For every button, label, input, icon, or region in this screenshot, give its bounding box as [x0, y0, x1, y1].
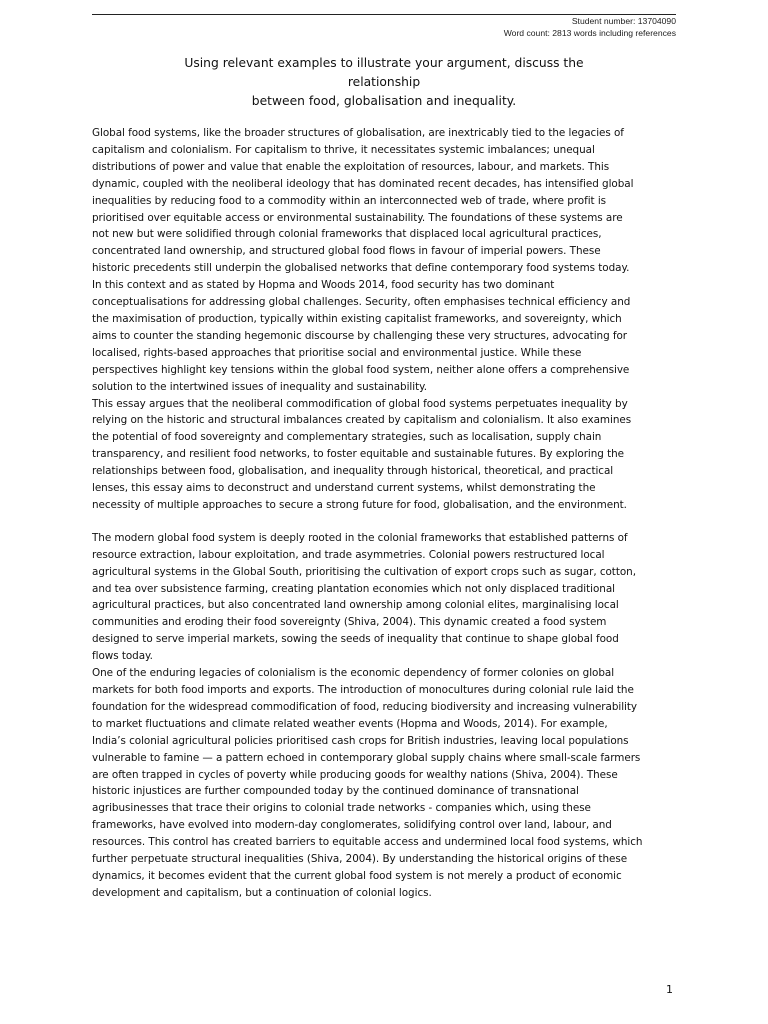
paragraph-line: agribusinesses that trace their origins to colonial trade networks - companies which, using these — [92, 802, 591, 815]
paragraph-line: historic injustices are further compounded today by the continued dominance of transnational — [92, 785, 579, 798]
paragraph-line: further perpetuate structural inequalities (Shiva, 2004). By understanding the historical origins of these — [92, 853, 628, 866]
paragraph-line: capitalism and colonialism. For capitalism to thrive, it necessitates systemic imbalances; unequal — [92, 143, 595, 156]
paragraph — [92, 665, 682, 902]
paragraph — [92, 530, 682, 665]
paragraph-line: markets for both food imports and exports. The introduction of monocultures during colonial rule laid the — [92, 684, 634, 696]
essay-title-line-2: between food, globalisation and inequality. — [251, 94, 517, 108]
paragraph — [92, 277, 682, 395]
paragraph-line: and tea over subsistence farming, creating plantation economies which not only displaced traditional — [92, 582, 615, 595]
paragraph-line: necessity of multiple approaches to secure a strong future for food, globalisation, and the environment. — [92, 498, 627, 511]
paragraph-line: agricultural systems in the Global South, prioritising the cultivation of export crops such as sugar, cotton, — [92, 565, 636, 578]
paragraph-line: India’s colonial agricultural policies prioritised cash crops for British industries, leaving local populations — [92, 734, 629, 747]
paragraph-line: relationships between food, globalisation, and inequality through historical, theoretical, and practical — [92, 465, 614, 478]
paragraph-line: aims to counter the standing hegemonic discourse by challenging these very structures, advocating for — [92, 329, 628, 342]
paragraph-line: agricultural practices, but also concentrated land ownership among colonial elites, marginalising local — [92, 599, 619, 612]
essay-body — [92, 125, 682, 902]
paragraph-line: localised, rights-based approaches that prioritise social and environmental justice. While these — [92, 346, 582, 359]
paragraph-line: lenses, this essay aims to deconstruct and understand current systems, whilst demonstrating the — [92, 482, 596, 495]
paragraph-line: not new but were solidified through colonial frameworks that displaced local agricultural practices, — [92, 228, 602, 241]
paragraph — [92, 396, 682, 514]
paragraph-line: designed to serve imperial markets, sowing the seeds of inequality that continue to shape global food — [92, 633, 619, 646]
paragraph-line: frameworks, have evolved into modern-day conglomerates, solidifying control over land, labour, and — [92, 819, 612, 832]
paragraph-line: Global food systems, like the broader structures of globalisation, are inextricably tied to the legacies of — [92, 127, 624, 139]
paragraph-line: perspectives highlight key tensions within the global food system, neither alone offers a comprehensive — [92, 363, 630, 376]
paragraph-line: the potential of food sovereignty and complementary strategies, such as localisation, supply chain — [92, 431, 602, 444]
paragraph-line: relying on the historic and structural imbalances created by capitalism and colonialism. It also examines — [92, 414, 632, 427]
paragraph-line: historic precedents still underpin the globalised networks that define contemporary food systems today. — [92, 262, 630, 275]
paragraph-line: inequalities by reducing food to a commodity within an interconnected web of trade, where profit is — [92, 194, 607, 207]
paragraph-line: solution to the intertwined issues of inequality and sustainability. — [92, 380, 427, 393]
paragraph-line: transparency, and resilient food networks, to foster equitable and sustainable futures. By exploring the — [92, 448, 625, 461]
paragraph-line: the maximisation of production, typically within existing capitalist frameworks, and sovereignty, which — [92, 312, 622, 325]
paragraph — [92, 125, 682, 277]
paragraph-line: foundation for the widespread commodification of food, reducing biodiversity and increasing vulnerability — [92, 700, 638, 713]
paragraph-line: resources. This control has created barriers to equitable access and undermined local food systems, which — [92, 836, 643, 849]
paragraph-line: This essay argues that the neoliberal commodification of global food systems perpetuates inequality by — [92, 397, 628, 410]
paragraph-line: prioritised over equitable access or environmental sustainability. The foundations of these systems are — [92, 211, 623, 224]
paragraph-line: vulnerable to famine — a pattern echoed in contemporary global supply chains where small-scale farmers — [92, 751, 641, 764]
word-count: Word count: 2813 words including references — [503, 28, 676, 38]
paragraph-line: flows today. — [92, 650, 153, 663]
paragraph-line: to market fluctuations and climate related weather events (Hopma and Woods, 2014). For example, — [92, 717, 608, 730]
paragraph-line: dynamic, coupled with the neoliberal ideology that has dominated recent decades, has intensified global — [92, 177, 634, 190]
page-number: 1 — [666, 983, 673, 996]
paragraph-line: communities and eroding their food sovereignty (Shiva, 2004). This dynamic created a food system — [92, 616, 607, 629]
paragraph-line: concentrated land ownership, and structured global food flows in favour of imperial powers. These — [92, 245, 601, 258]
paragraph-line: dynamics, it becomes evident that the current global food system is not merely a product of economic — [92, 869, 622, 882]
paragraph-line: One of the enduring legacies of colonialism is the economic dependency of former colonies on global — [92, 667, 615, 680]
paragraph-line: In this context and as stated by Hopma and Woods 2014, food security has two dominant — [92, 279, 555, 292]
paragraph-line: development and capitalism, but a continuation of colonial logics. — [92, 886, 432, 899]
essay-title-line-1: Using relevant examples to illustrate your argument, discuss the relationship — [184, 56, 584, 89]
paragraph-line: are often trapped in cycles of poverty while producing goods for wealthy nations (Shiva, 2004). These — [92, 768, 618, 781]
paragraph-line: resource extraction, labour exploitation, and trade asymmetries. Colonial powers restructured local — [92, 548, 605, 561]
header-meta — [504, 15, 676, 39]
essay-title — [150, 54, 618, 111]
paragraph-line: conceptualisations for addressing global challenges. Security, often emphasises technical efficiency and — [92, 296, 631, 309]
paragraph-line: The modern global food system is deeply rooted in the colonial frameworks that established patterns of — [92, 531, 628, 544]
student-number: Student number: 13704090 — [571, 16, 676, 26]
paragraph-line: distributions of power and value that enable the exploitation of resources, labour, and markets. This — [92, 160, 610, 173]
